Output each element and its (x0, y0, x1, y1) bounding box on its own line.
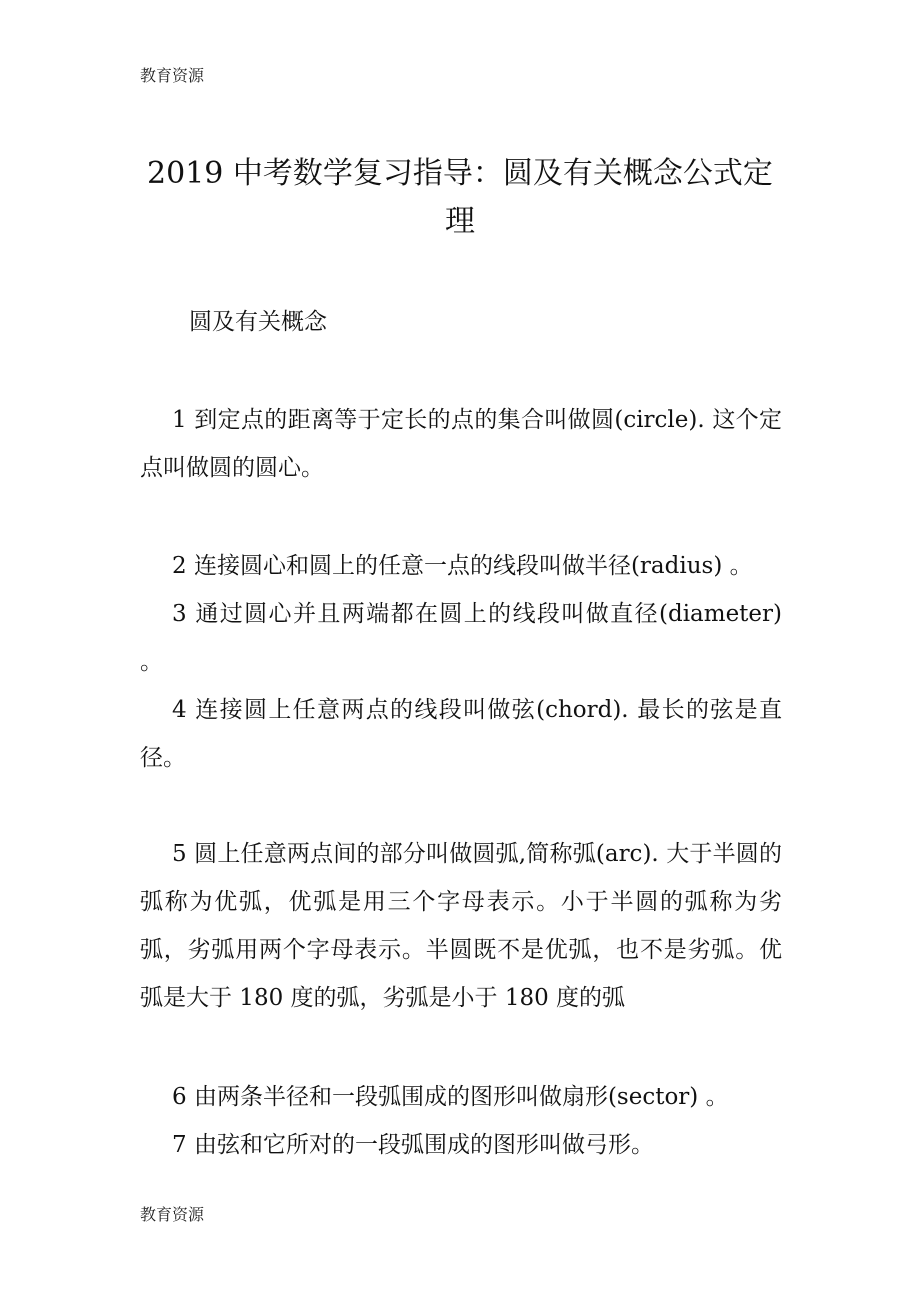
document-title: 2019 中考数学复习指导：圆及有关概念公式定理 (147, 156, 773, 239)
paragraph-definition-diameter: 3 通过圆心并且两端都在圆上的线段叫做直径(diameter) 。 (140, 601, 782, 675)
paragraph-definition-circle: 1 到定点的距离等于定长的点的集合叫做圆(circle). 这个定点叫做圆的圆心。 (140, 407, 782, 481)
paragraph-definition-radius: 2 连接圆心和圆上的任意一点的线段叫做半径(radius) 。 (172, 553, 753, 579)
page-header-label: 教育资源 (140, 66, 205, 85)
paragraph-definition-sector: 6 由两条半径和一段弧围成的图形叫做扇形(sector) 。 (172, 1084, 729, 1110)
paragraph-definition-arc: 5 圆上任意两点间的部分叫做圆弧,简称弧(arc). 大于半圆的弧称为优弧，优弧是用三个字母表示。小于半圆的弧称为劣弧，劣弧用两个字母表示。半圆既不是优弧，也不是劣弧。优弧是大于 180 度的弧，劣弧是小于 180 度的弧 (140, 841, 782, 1011)
paragraph-definition-chord: 4 连接圆上任意两点的线段叫做弦(chord). 最长的弦是直径。 (140, 697, 782, 771)
section-heading: 圆及有关概念 (189, 309, 327, 335)
page-footer-label: 教育资源 (140, 1205, 205, 1224)
paragraph-definition-segment: 7 由弦和它所对的一段弧围成的图形叫做弓形。 (172, 1132, 654, 1158)
